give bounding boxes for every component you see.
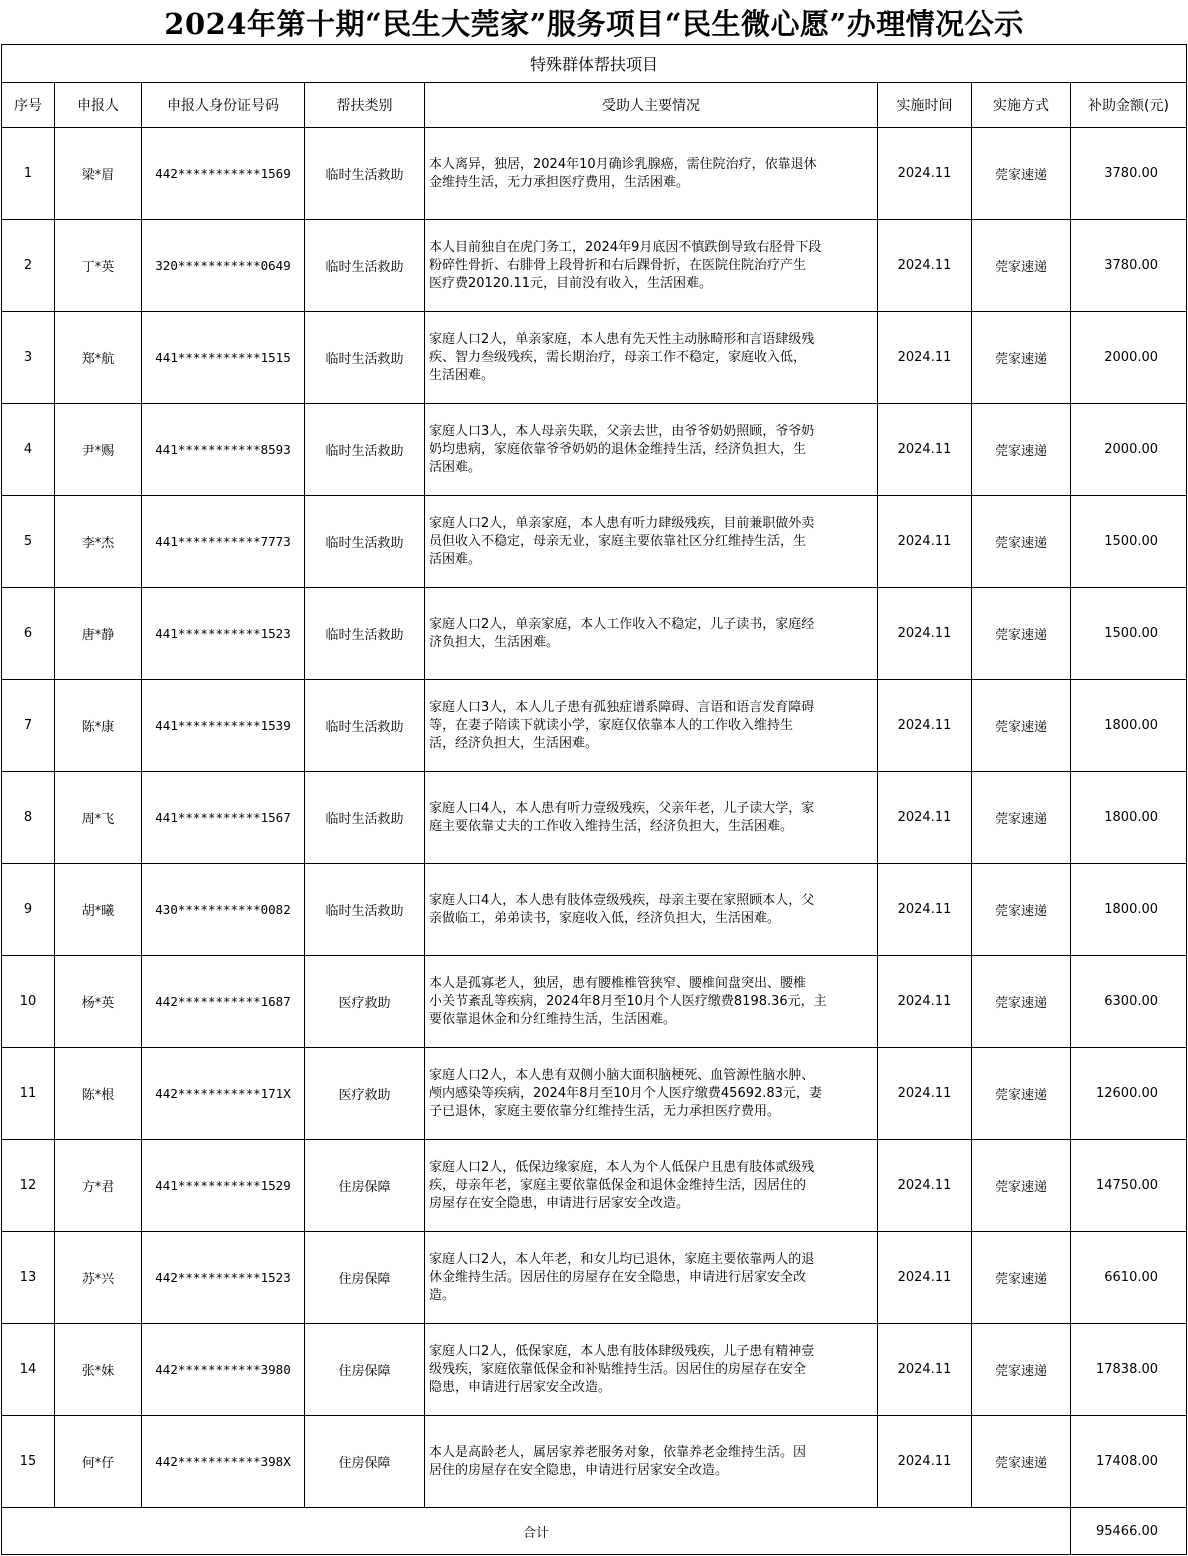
- cell-applicant: 陈*康: [55, 680, 142, 772]
- cell-situation: [425, 312, 878, 404]
- cell-applicant: 何*仔: [55, 1416, 142, 1508]
- cell-time: 2024.11: [878, 588, 972, 680]
- cell-category: 临时生活救助: [305, 404, 425, 496]
- cell-id-number: 442***********1523: [142, 1232, 305, 1324]
- cell-time: 2024.11: [878, 864, 972, 956]
- cell-time: 2024.11: [878, 496, 972, 588]
- situation-text: 本人离异，独居，2024年10月确诊乳腺癌，需住院治疗，依靠退休 金维持生活，无力承担医疗费用，生活困难。: [429, 156, 817, 190]
- cell-method: 莞家速递: [972, 128, 1071, 220]
- cell-id-number: 442***********171X: [142, 1048, 305, 1140]
- cell-applicant: 张*妹: [55, 1324, 142, 1416]
- cell-situation: [425, 1416, 878, 1508]
- cell-amount: 17408.00: [1071, 1416, 1187, 1508]
- table-row: [2, 772, 1187, 864]
- cell-situation: [425, 1048, 878, 1140]
- cell-amount: 1800.00: [1071, 864, 1187, 956]
- cell-time: 2024.11: [878, 1048, 972, 1140]
- cell-situation: [425, 680, 878, 772]
- cell-index: 1: [2, 128, 55, 220]
- table-row: [2, 220, 1187, 312]
- cell-method: 莞家速递: [972, 312, 1071, 404]
- cell-id-number: 442***********3980: [142, 1324, 305, 1416]
- situation-text: 家庭人口4人，本人患有听力壹级残疾，父亲年老，儿子读大学，家 庭主要依靠丈夫的工作收入维持生活，经济负担大，生活困难。: [429, 800, 815, 834]
- cell-method: 莞家速递: [972, 220, 1071, 312]
- page-title: 2024年第十期“民生大莞家”服务项目“民生微心愿”办理情况公示: [164, 6, 1024, 41]
- header-method: 实施方式: [972, 83, 1071, 128]
- cell-situation: [425, 496, 878, 588]
- cell-id-number: 441***********1567: [142, 772, 305, 864]
- header-amount: 补助金额(元): [1071, 83, 1187, 128]
- cell-category: 临时生活救助: [305, 864, 425, 956]
- total-row: [2, 1508, 1187, 1555]
- cell-applicant: 丁*英: [55, 220, 142, 312]
- cell-category: 临时生活救助: [305, 312, 425, 404]
- cell-amount: 2000.00: [1071, 404, 1187, 496]
- cell-index: 13: [2, 1232, 55, 1324]
- situation-text: 家庭人口4人，本人患有肢体壹级残疾，母亲主要在家照顾本人，父 亲做临工，弟弟读书，家庭收入低，经济负担大，生活困难。: [429, 892, 815, 926]
- cell-category: 住房保障: [305, 1324, 425, 1416]
- cell-time: 2024.11: [878, 1324, 972, 1416]
- cell-time: 2024.11: [878, 1140, 972, 1232]
- cell-method: 莞家速递: [972, 1232, 1071, 1324]
- cell-applicant: 杨*英: [55, 956, 142, 1048]
- table-row: [2, 1140, 1187, 1232]
- cell-amount: 6610.00: [1071, 1232, 1187, 1324]
- situation-text: 家庭人口3人，本人母亲失联，父亲去世，由爷爷奶奶照顾，爷爷奶 奶均患病，家庭依靠爷爷奶奶的退休金维持生活，经济负担大，生 活困难。: [429, 423, 815, 475]
- table-row: [2, 956, 1187, 1048]
- cell-amount: 1500.00: [1071, 588, 1187, 680]
- cell-id-number: 441***********1523: [142, 588, 305, 680]
- cell-time: 2024.11: [878, 404, 972, 496]
- cell-index: 2: [2, 220, 55, 312]
- cell-situation: [425, 1140, 878, 1232]
- cell-amount: 3780.00: [1071, 220, 1187, 312]
- cell-method: 莞家速递: [972, 864, 1071, 956]
- cell-id-number: 441***********1529: [142, 1140, 305, 1232]
- situation-text: 家庭人口2人，单亲家庭，本人工作收入不稳定，儿子读书，家庭经 济负担大，生活困难。: [429, 616, 815, 650]
- cell-category: 医疗救助: [305, 1048, 425, 1140]
- cell-applicant: 郑*航: [55, 312, 142, 404]
- cell-applicant: 梁*眉: [55, 128, 142, 220]
- cell-situation: [425, 404, 878, 496]
- situation-text: 家庭人口2人，单亲家庭，本人患有听力肆级残疾，目前兼职做外卖 员但收入不稳定，母亲无业，家庭主要依靠社区分红维持生活，生 活困难。: [429, 515, 815, 567]
- cell-amount: 14750.00: [1071, 1140, 1187, 1232]
- cell-method: 莞家速递: [972, 1324, 1071, 1416]
- header-id-number: 申报人身份证号码: [142, 83, 305, 128]
- cell-situation: [425, 128, 878, 220]
- cell-time: 2024.11: [878, 312, 972, 404]
- header-index: 序号: [2, 83, 55, 128]
- header-time: 实施时间: [878, 83, 972, 128]
- cell-method: 莞家速递: [972, 1416, 1071, 1508]
- cell-category: 临时生活救助: [305, 588, 425, 680]
- cell-amount: 2000.00: [1071, 312, 1187, 404]
- cell-id-number: 320***********0649: [142, 220, 305, 312]
- cell-category: 临时生活救助: [305, 128, 425, 220]
- cell-amount: 3780.00: [1071, 128, 1187, 220]
- cell-index: 3: [2, 312, 55, 404]
- table-row: [2, 312, 1187, 404]
- cell-situation: [425, 1324, 878, 1416]
- cell-time: 2024.11: [878, 1232, 972, 1324]
- cell-situation: [425, 956, 878, 1048]
- situation-text: 家庭人口2人，本人患有双侧小脑大面积脑梗死、血管源性脑水肿、 颅内感染等疾病，2024年8月至10月个人医疗缴费45692.83元，妻 子已退休，家庭主要依靠分红维持生活，无力承担医疗费用。: [429, 1067, 822, 1119]
- cell-category: 临时生活救助: [305, 680, 425, 772]
- cell-category: 临时生活救助: [305, 772, 425, 864]
- table-row: [2, 1232, 1187, 1324]
- cell-index: 7: [2, 680, 55, 772]
- table-row: [2, 1416, 1187, 1508]
- cell-id-number: 441***********8593: [142, 404, 305, 496]
- cell-method: 莞家速递: [972, 772, 1071, 864]
- cell-category: 医疗救助: [305, 956, 425, 1048]
- cell-id-number: 442***********1687: [142, 956, 305, 1048]
- cell-id-number: 441***********7773: [142, 496, 305, 588]
- header-row: [2, 83, 1187, 128]
- cell-amount: 1500.00: [1071, 496, 1187, 588]
- cell-applicant: 唐*静: [55, 588, 142, 680]
- cell-category: 住房保障: [305, 1140, 425, 1232]
- cell-index: 14: [2, 1324, 55, 1416]
- table-row: [2, 588, 1187, 680]
- cell-applicant: 李*杰: [55, 496, 142, 588]
- cell-time: 2024.11: [878, 1416, 972, 1508]
- cell-index: 5: [2, 496, 55, 588]
- cell-applicant: 尹*赐: [55, 404, 142, 496]
- total-amount: 95466.00: [1071, 1508, 1187, 1555]
- cell-id-number: 441***********1515: [142, 312, 305, 404]
- cell-category: 临时生活救助: [305, 220, 425, 312]
- cell-applicant: 周*飞: [55, 772, 142, 864]
- cell-index: 15: [2, 1416, 55, 1508]
- cell-method: 莞家速递: [972, 956, 1071, 1048]
- cell-category: 临时生活救助: [305, 496, 425, 588]
- header-applicant: 申报人: [55, 83, 142, 128]
- cell-method: 莞家速递: [972, 404, 1071, 496]
- cell-index: 10: [2, 956, 55, 1048]
- cell-index: 11: [2, 1048, 55, 1140]
- cell-amount: 17838.00: [1071, 1324, 1187, 1416]
- cell-index: 12: [2, 1140, 55, 1232]
- cell-amount: 1800.00: [1071, 680, 1187, 772]
- cell-index: 4: [2, 404, 55, 496]
- cell-id-number: 442***********398X: [142, 1416, 305, 1508]
- situation-text: 家庭人口2人，低保家庭，本人患有肢体肆级残疾，儿子患有精神壹 级残疾，家庭依靠低保金和补贴维持生活。因居住的房屋存在安全 隐患，申请进行居家安全改造。: [429, 1343, 815, 1395]
- situation-text: 本人是孤寡老人，独居，患有腰椎椎管狭窄、腰椎间盘突出、腰椎 小关节紊乱等疾病，2024年8月至10月个人医疗缴费8198.36元，主 要依靠退休金和分红维持生活，生活困难。: [429, 975, 827, 1027]
- cell-situation: [425, 1232, 878, 1324]
- cell-applicant: 胡*曦: [55, 864, 142, 956]
- cell-id-number: 441***********1539: [142, 680, 305, 772]
- situation-text: 家庭人口2人，低保边缘家庭，本人为个人低保户且患有肢体贰级残 疾，母亲年老，家庭主要依靠低保金和退休金维持生活，因居住的 房屋存在安全隐患，申请进行居家安全改造。: [429, 1159, 815, 1211]
- cell-time: 2024.11: [878, 772, 972, 864]
- cell-situation: [425, 588, 878, 680]
- cell-category: 住房保障: [305, 1416, 425, 1508]
- table-row: [2, 496, 1187, 588]
- assistance-table: [1, 44, 1187, 1555]
- cell-amount: 1800.00: [1071, 772, 1187, 864]
- cell-index: 8: [2, 772, 55, 864]
- cell-time: 2024.11: [878, 956, 972, 1048]
- cell-applicant: 方*君: [55, 1140, 142, 1232]
- situation-text: 本人目前独自在虎门务工，2024年9月底因不慎跌倒导致右胫骨下段 粉碎性骨折、右腓骨上段骨折和右后踝骨折，在医院住院治疗产生 医疗费20120.11元，目前没有收入，生活困难。: [429, 239, 822, 291]
- cell-method: 莞家速递: [972, 588, 1071, 680]
- table-row: [2, 1048, 1187, 1140]
- cell-applicant: 苏*兴: [55, 1232, 142, 1324]
- header-category: 帮扶类别: [305, 83, 425, 128]
- cell-method: 莞家速递: [972, 1048, 1071, 1140]
- subtitle-row: [2, 45, 1187, 83]
- table-row: [2, 1324, 1187, 1416]
- cell-method: 莞家速递: [972, 496, 1071, 588]
- cell-time: 2024.11: [878, 220, 972, 312]
- cell-id-number: 430***********0082: [142, 864, 305, 956]
- table-row: [2, 680, 1187, 772]
- cell-id-number: 442***********1569: [142, 128, 305, 220]
- cell-category: 住房保障: [305, 1232, 425, 1324]
- cell-method: 莞家速递: [972, 680, 1071, 772]
- cell-situation: [425, 864, 878, 956]
- table-row: [2, 128, 1187, 220]
- cell-time: 2024.11: [878, 680, 972, 772]
- cell-method: 莞家速递: [972, 1140, 1071, 1232]
- table-row: [2, 864, 1187, 956]
- cell-applicant: 陈*根: [55, 1048, 142, 1140]
- situation-text: 本人是高龄老人，属居家养老服务对象，依靠养老金维持生活。因 居住的房屋存在安全隐患，申请进行居家安全改造。: [429, 1444, 807, 1478]
- cell-situation: [425, 772, 878, 864]
- cell-amount: 12600.00: [1071, 1048, 1187, 1140]
- total-label: 合计: [2, 1508, 1071, 1555]
- header-situation: 受助人主要情况: [425, 83, 878, 128]
- cell-index: 6: [2, 588, 55, 680]
- table-row: [2, 404, 1187, 496]
- cell-time: 2024.11: [878, 128, 972, 220]
- cell-index: 9: [2, 864, 55, 956]
- cell-situation: [425, 220, 878, 312]
- situation-text: 家庭人口2人，单亲家庭，本人患有先天性主动脉畸形和言语肆级残 疾、智力叁级残疾，需长期治疗，母亲工作不稳定，家庭收入低， 生活困难。: [429, 331, 815, 383]
- cell-amount: 6300.00: [1071, 956, 1187, 1048]
- table-subtitle: 特殊群体帮扶项目: [2, 45, 1187, 83]
- situation-text: 家庭人口3人，本人儿子患有孤独症谱系障碍、言语和语言发育障碍 等，在妻子陪读下就读小学，家庭仅依靠本人的工作收入维持生 活，经济负担大，生活困难。: [429, 699, 815, 751]
- situation-text: 家庭人口2人，本人年老，和女儿均已退休，家庭主要依靠两人的退 休金维持生活。因居住的房屋存在安全隐患，申请进行居家安全改 造。: [429, 1251, 815, 1303]
